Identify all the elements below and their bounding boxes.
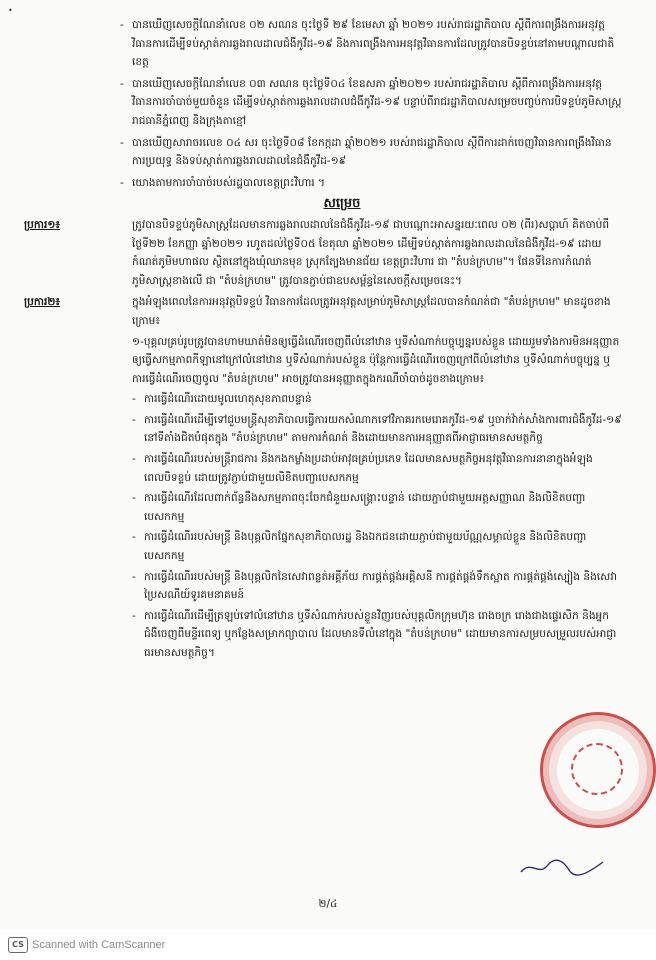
dash-bullet: - bbox=[132, 609, 136, 622]
dash-bullet: - bbox=[132, 393, 136, 406]
dash-bullet: - bbox=[120, 176, 124, 189]
article-paragraph: ត្រូវបានបិទខ្ទប់ភូមិសាស្ត្រដែលមានការឆ្លងរាលដាលនៃជំងឺកូវីដ-១៩ ជាបណ្តោះអាសន្នរយៈពេល ០២ (ពីរ)សប្តាហ៍ គិតចាប់ពីថ្ងៃទី២២ ខែកញ្ញា ឆ្នាំ២០២១ រហូតដល់ថ្ងៃទី០៥ ខែតុលា ឆ្នាំ២០២១ ដើម្បីទប់ស្កាត់ការឆ្លងរាលដាលនៃជំងឺកូវីដ-១៩ ដោយកំណត់ភូមិមហាផល ស្ថិតនៅក្នុងឃុំឈានមុខ ស្រុកត្បែងមានជ័យ ខេត្តព្រះវិហារ ជា "តំបន់ក្រហម"។ ផែនទីនៃការកំណត់ភូមិសាស្ត្រខាងលើ ជា "តំបន់ក្រហម" ត្រូវបានភ្ជាប់ជាឧបសម្ព័ន្ធនៃសេចក្តីសម្រេចនេះ។ bbox=[132, 218, 610, 287]
scanner-footer bbox=[0, 930, 656, 960]
article-2 bbox=[24, 293, 622, 662]
dash-bullet: - bbox=[132, 570, 136, 583]
exception-item bbox=[132, 450, 622, 487]
dash-bullet: - bbox=[132, 453, 136, 466]
corner-mark: • bbox=[8, 6, 13, 15]
preamble-text: បានឃើញសេចក្តីណែនាំលេខ ០៣ សណន ចុះថ្ងៃទី០៤ ខែឧសភា ឆ្នាំ២០២១ របស់រាជរដ្ឋាភិបាល ស្តីពីការពង្រឹងការអនុវត្តវិធានការចាំបាច់មួយចំនួន ដើម្បីទប់ស្កាត់ការឆ្លងរាលដាលជំងឺកូវីដ-១៩ បន្ទាប់ពីរាជរដ្ឋាភិបាលសម្រេចបញ្ចប់ការបិទខ្ទប់ភូមិសាស្ត្ររាជធានីភ្នំពេញ និងក្រុងតាខ្មៅ bbox=[132, 77, 622, 127]
exception-item bbox=[132, 528, 622, 565]
exception-text: ការធ្វើដំណើររបស់មន្ត្រីរាជការ និងកងកម្លាំងប្រដាប់អាវុធគ្រប់ប្រភេទ ដែលមានសមត្ថកិច្ចអនុវត្តវិធានការនានាក្នុងអំឡុងពេលបិទខ្ទប់ ដោយត្រូវភ្ជាប់ជាមួយលិខិតបញ្ជាបេសកកម្ម bbox=[144, 453, 593, 484]
preamble-text: យោងតាមការចាំបាច់របស់រដ្ឋបាលខេត្តព្រះវិហារ ។ bbox=[132, 176, 325, 189]
decision-heading: សម្រេច bbox=[323, 196, 361, 212]
scanner-watermark-text: Scanned with CamScanner bbox=[32, 939, 166, 951]
preamble-item bbox=[62, 75, 622, 131]
exception-text: ការធ្វើដំណើររបស់មន្ត្រី និងបុគ្គលិកនៃសេវាពន្លត់អគ្គីភ័យ ការផ្គត់ផ្គង់អគ្គិសនី ការផ្គត់ផ្គង់ទឹកស្អាត ការផ្គត់ផ្គង់ស្បៀង និងសេវាប្រៃសណីយ៍ទូរគមនាគមន៍ bbox=[144, 570, 617, 602]
dash-bullet: - bbox=[120, 19, 124, 31]
article-label: ប្រការ១៖ bbox=[24, 218, 61, 231]
preamble-item bbox=[62, 16, 622, 72]
article-paragraph: ក្នុងអំឡុងពេលនៃការអនុវត្តបិទខ្ទប់ វិធានការដែលត្រូវអនុវត្តសម្រាប់ភូមិសាស្ត្រដែលបានកំណត់ជា "តំបន់ក្រហម" មានដូចខាងក្រោម៖ bbox=[132, 296, 611, 327]
exception-text: ការធ្វើដំណើររបស់មន្ត្រី និងបុគ្គលិកផ្នែកសុខាភិបាលរដ្ឋ និងឯកជនដោយភ្ជាប់ជាមួយប័ណ្ណសម្គាល់ខ្លួន និងលិខិតបញ្ជាបេសកកម្ម bbox=[144, 531, 587, 563]
exception-text: ការធ្វើដំណើរដោយមូលហេតុសុខភាពបន្ទាន់ bbox=[144, 393, 312, 406]
exception-text: ការធ្វើដំណើរដើម្បីទៅជួបមន្ត្រីសុខាភិបាលធ្វើការយកសំណាកទៅវិភាគរកមេរោគកូវីដ-១៩ ឬចាក់វ៉ាក់សាំងការពារជំងឺកូវីដ-១៩ នៅទីតាំងជិតបំផុតក្នុង "តំបន់ក្រហម" តាមការកំណត់ និងដោយមានការអនុញ្ញាតពីអាជ្ញាធរមានសមត្ថកិច្ច bbox=[144, 413, 622, 445]
signature-mark bbox=[517, 856, 607, 878]
dash-bullet: - bbox=[120, 136, 124, 149]
preamble-text: បានឃើញសេចក្តីណែនាំលេខ ០២ សណន ចុះថ្ងៃទី ២៩ ខែមេសា ឆ្នាំ ២០២១ របស់រាជរដ្ឋាភិបាល ស្តីពីការពង្រឹងការអនុវត្តវិធានការដើម្បីទប់ស្កាត់ការឆ្លងរាលដាលជំងឺកូវីដ-១៩ និងការពង្រឹងការអនុវត្តវិធានការដែលត្រូវបានបិទខ្ទប់នៅតាមបណ្តាលជាតិ ខេត្ត bbox=[132, 19, 615, 69]
official-seal-stamp bbox=[540, 712, 656, 828]
exception-item bbox=[132, 607, 622, 663]
exception-item bbox=[132, 411, 622, 448]
exception-item bbox=[132, 568, 622, 605]
document-body bbox=[24, 16, 622, 666]
preamble-item bbox=[62, 174, 622, 193]
dash-bullet: - bbox=[132, 531, 136, 544]
dash-bullet: - bbox=[132, 413, 136, 426]
preamble-item bbox=[62, 134, 622, 171]
page-number: ២/៤ bbox=[318, 898, 338, 910]
exception-item bbox=[132, 390, 622, 409]
preamble-text: បានឃើញសារាចរលេខ ០៤ សរ ចុះថ្ងៃទី០៨ ខែកក្កដា ឆ្នាំ២០២១ របស់រាជរដ្ឋាភិបាល ស្តីពីការដាក់ចេញវិធានការពង្រឹងវិធានការប្រយុទ្ធ និងទប់ស្កាត់ការឆ្លងរាលដាលនៃជំងឺកូវីដ-១៩ bbox=[132, 136, 612, 168]
seal-inner-ring bbox=[571, 743, 623, 795]
article-paragraph: ១-បុគ្គលគ្រប់រូបត្រូវបានហាមឃាត់មិនឲ្យធ្វើដំណើរចេញពីលំនៅឋាន ឬទីសំណាក់បច្ចុប្បន្នរបស់ខ្លួន ដោយរួមទាំងការមិនអនុញ្ញាតឲ្យធ្វើសកម្មភាពកីឡានៅក្រៅលំនៅឋាន ឬទីសំណាក់របស់ខ្លួន ប៉ុន្តែការធ្វើដំណើរចេញក្រៅពីលំនៅឋាន ឬទីសំណាក់បច្ចុប្បន្ន ឬការធ្វើដំណើរចេញចូល "តំបន់ក្រហម" អាចត្រូវបានអនុញ្ញាតក្នុងករណីចាំបាច់ដូចខាងក្រោម៖ bbox=[132, 335, 620, 385]
exception-item bbox=[132, 489, 622, 526]
dash-bullet: - bbox=[132, 492, 136, 505]
exception-text: ការធ្វើដំណើរដើម្បីត្រឡប់ទៅលំនៅឋាន ឬទីសំណាក់របស់ខ្លួនវិញរបស់បុគ្គលិកក្រុមហ៊ុន រោងចក្រ រោងជាងផ្ទេរសិក និងអ្នកជំងឺចេញពីមន្ទីរពេទ្យ ឬកន្លែងសម្រាកព្យាបាល ដែលមានទីលំនៅក្នុង "តំបន់ក្រហម" ដោយមានការសម្របសម្រួលរបស់អាជ្ញាធរមានសមត្ថកិច្ច។ bbox=[144, 609, 617, 659]
article-label: ប្រការ២៖ bbox=[24, 296, 61, 309]
dash-bullet: - bbox=[120, 77, 124, 90]
camscanner-logo-icon: CS bbox=[8, 937, 28, 953]
exception-text: ការធ្វើដំណើរដែលពាក់ព័ន្ធនឹងសកម្មភាពចុះចែកជំនួយសង្គ្រោះបន្ទាន់ ដោយភ្ជាប់ជាមួយអត្តសញ្ញាណ និងលិខិតបញ្ជាបេសកកម្ម bbox=[144, 492, 586, 523]
exception-list bbox=[132, 390, 622, 662]
preamble-list bbox=[62, 16, 622, 192]
article-1 bbox=[24, 216, 622, 290]
